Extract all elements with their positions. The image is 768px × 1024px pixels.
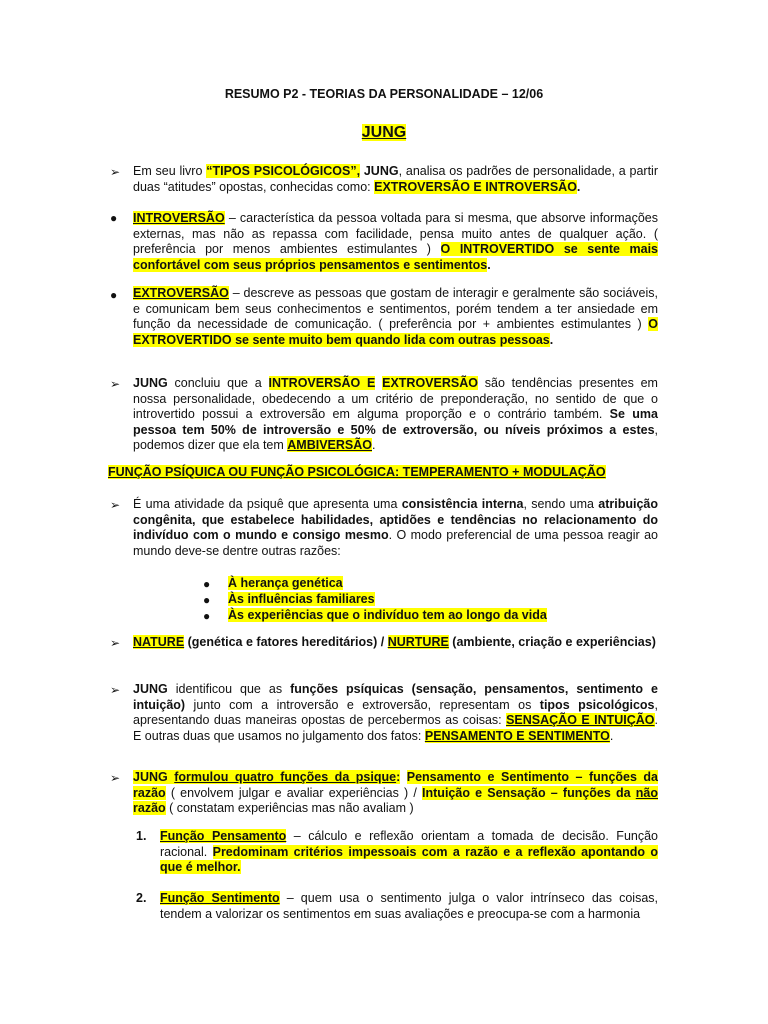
- list-item: Às experiências que o indivíduo tem ao longo da vida: [228, 608, 547, 622]
- arrow-bullet-icon: ➢: [110, 377, 121, 391]
- paragraph-funcao: É uma atividade da psiquê que apresenta uma consistência interna, sendo uma atribuição congênita, que estabelece habilidades, aptidões e tendências no relacionamento do indivíduo com o mundo e consigo mesmo. O modo preferencial de uma pessoa reagir ao mundo deve-se dentre outras razões:: [133, 497, 658, 558]
- document-title: RESUMO P2 - TEORIAS DA PERSONALIDADE – 12/06: [224, 87, 544, 101]
- list-item: À herança genética: [228, 576, 343, 590]
- section-heading: FUNÇÃO PSÍQUICA OU FUNÇÃO PSICOLÓGICA: TEMPERAMENTO + MODULAÇÃO: [108, 465, 606, 479]
- paragraph-funcoes: JUNG identificou que as funções psíquicas (sensação, pensamentos, sentimento e intuição) junto com a introversão e extroversão, representam os tipos psicológicos, apresentando duas maneiras opostas de percebermos as coisas: SENSAÇÃO E INTUIÇÃO. E outras duas que usamos no julgamento dos fatos: PENSAMENTO E SENTIMENTO.: [133, 682, 658, 743]
- bullet-icon: ●: [203, 593, 211, 607]
- paragraph-pensamento: Função Pensamento – cálculo e reflexão orientam a tomada de decisão. Função racional. Predominam critérios impessoais com a razão e a reflexão apontando o que é melhor.: [160, 829, 658, 874]
- paragraph-extroversao: EXTROVERSÃO – descreve as pessoas que gostam de interagir e geralmente são sociáveis, e comunicam bem seus conhecimentos e sentimentos, porém tendem a ter ansiedade em função da necessidade de comunicação. ( preferência por + ambientes estimulantes ) O EXTROVERTIDO se sente muito bem quando lida com outras pessoas.: [133, 286, 658, 347]
- list-item: Às influências familiares: [228, 592, 375, 606]
- paragraph-quatro-funcoes: JUNG formulou quatro funções da psique: Pensamento e Sentimento – funções da razão ( envolvem julgar e avaliar experiências ) / Intuição e Sensação – funções da não razão ( constatam experiências mas não avaliam ): [133, 770, 659, 815]
- paragraph-sentimento: Função Sentimento – quem usa o sentimento julga o valor intrínseco das coisas, tendem a valorizar os sentimentos em suas avaliações e preocupa-se com a harmonia: [160, 891, 658, 921]
- list-number: 2.: [136, 891, 147, 905]
- paragraph-introversao: INTROVERSÃO – característica da pessoa voltada para si mesma, que absorve informações externas, mas não as repassa com facilidade, pensa muito antes de qualquer ação. ( preferência por menos ambientes estimulantes ) O INTROVERTIDO se sente mais confortável com seus próprios pensamentos e sentimentos.: [133, 211, 659, 272]
- list-number: 1.: [136, 829, 147, 843]
- arrow-bullet-icon: ➢: [110, 636, 121, 650]
- bullet-icon: ●: [110, 211, 118, 225]
- heading-jung: JUNG: [361, 124, 407, 141]
- bullet-icon: ●: [203, 609, 211, 623]
- arrow-bullet-icon: ➢: [110, 165, 121, 179]
- bullet-icon: ●: [203, 577, 211, 591]
- arrow-bullet-icon: ➢: [110, 771, 121, 785]
- arrow-bullet-icon: ➢: [110, 498, 121, 512]
- paragraph-nature: NATURE (genética e fatores hereditários) / NURTURE (ambiente, criação e experiências): [133, 635, 656, 649]
- paragraph-ambiversao: JUNG concluiu que a INTROVERSÃO E EXTROVERSÃO são tendências presentes em nossa personalidade, obedecendo a um critério de preponderação, no sentido de que o introvertido possui a extroversão em alguma proporção e o contrário também. Se uma pessoa tem 50% de introversão e 50% de extroversão, ou níveis próximos a estes, podemos dizer que ela tem AMBIVERSÃO.: [133, 376, 658, 452]
- bullet-icon: ●: [110, 288, 118, 302]
- arrow-bullet-icon: ➢: [110, 683, 121, 697]
- paragraph-1: Em seu livro “TIPOS PSICOLÓGICOS”, JUNG, analisa os padrões de personalidade, a partir duas “atitudes” opostas, conhecidas como: EXTROVERSÃO E INTROVERSÃO.: [133, 164, 658, 194]
